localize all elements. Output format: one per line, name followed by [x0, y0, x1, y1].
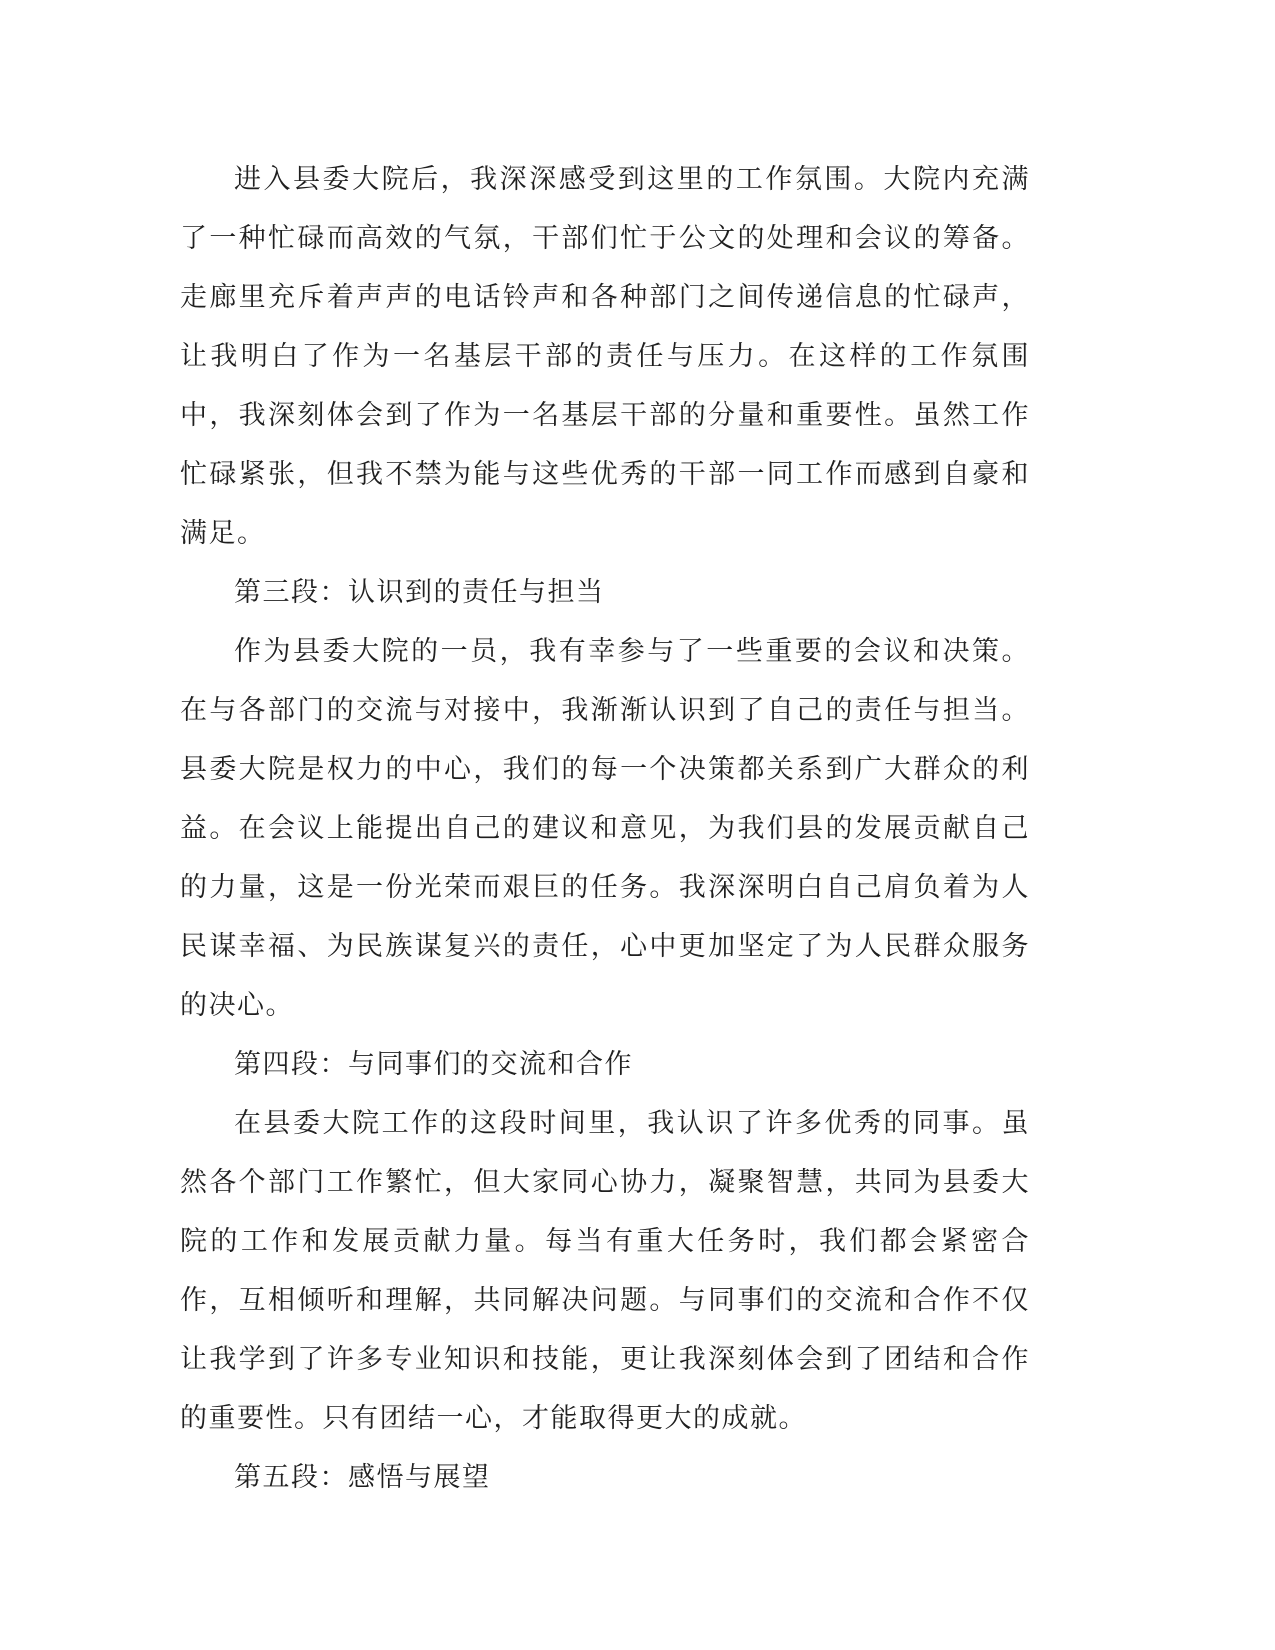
section-heading-5: 第五段：感悟与展望 — [234, 1462, 491, 1493]
section-heading-3: 第三段：认识到的责任与担当 — [234, 577, 605, 608]
paragraph-responsibility: 作为县委大院的一员，我有幸参与了一些重要的会议和决策。在与各部门的交流与对接中，我渐渐认识到了自己的责任与担当。县委大院是权力的中心，我们的每一个决策都关系到广大群众的利益。在会议上能提出自己的建议和意见，为我们县的发展贡献自己的力量，这是一份光荣而艰巨的任务。我深深明白自己肩负着为人民谋幸福、为民族谋复兴的责任，心中更加坚定了为人民群众服务的决心。 — [180, 636, 1030, 1021]
section-heading-4: 第四段：与同事们的交流和合作 — [234, 1049, 633, 1080]
paragraph-workplace-atmosphere: 进入县委大院后，我深深感受到这里的工作氛围。大院内充满了一种忙碌而高效的气氛，干部们忙于公文的处理和会议的筹备。走廊里充斥着声声的电话铃声和各种部门之间传递信息的忙碌声，让我明白了作为一名基层干部的责任与压力。在这样的工作氛围中，我深刻体会到了作为一名基层干部的分量和重要性。虽然工作忙碌紧张，但我不禁为能与这些优秀的干部一同工作而感到自豪和满足。 — [180, 164, 1030, 549]
document-body — [180, 150, 1030, 1507]
paragraph-colleagues: 在县委大院工作的这段时间里，我认识了许多优秀的同事。虽然各个部门工作繁忙，但大家同心协力，凝聚智慧，共同为县委大院的工作和发展贡献力量。每当有重大任务时，我们都会紧密合作，互相倾听和理解，共同解决问题。与同事们的交流和合作不仅让我学到了许多专业知识和技能，更让我深刻体会到了团结和合作的重要性。只有团结一心，才能取得更大的成就。 — [180, 1108, 1030, 1434]
